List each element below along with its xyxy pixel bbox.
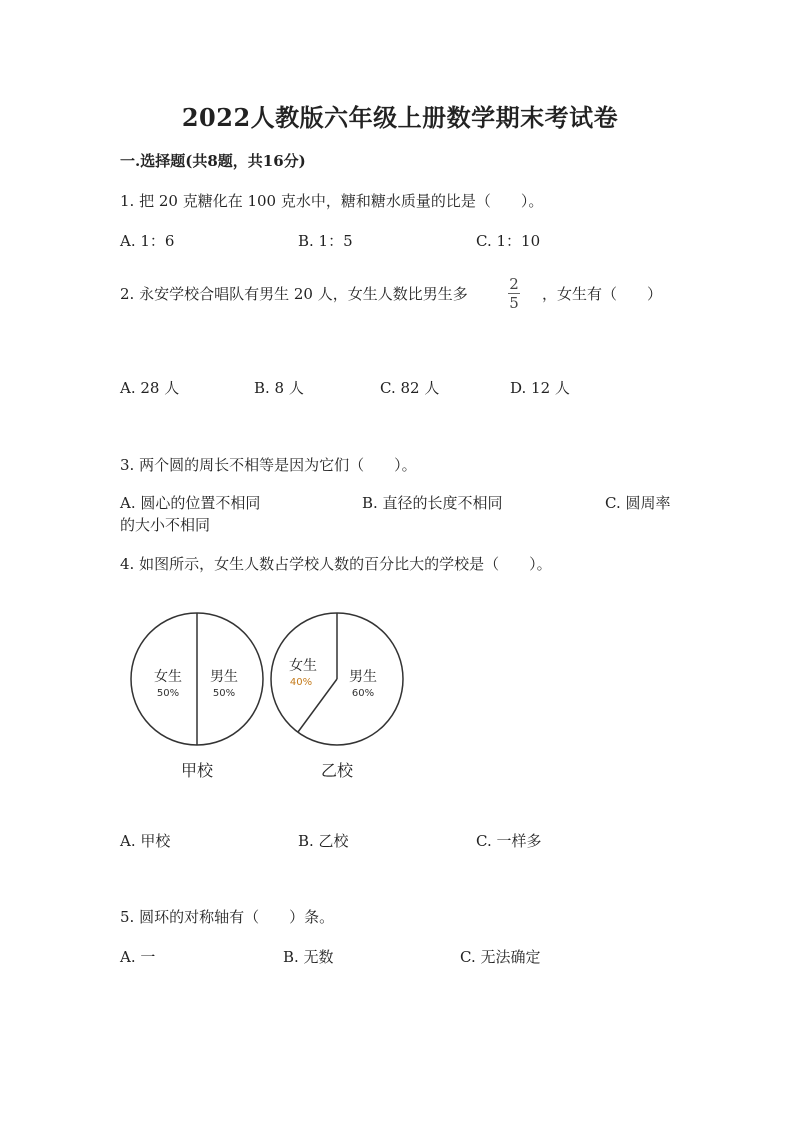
pie-a-girls-pct: 50% [156,688,180,699]
pie-b-girls-label: 女生 [289,658,317,674]
pie-b-school-label: 乙校 [320,761,354,780]
pie-a-boys-label: 男生 [210,669,238,685]
q5-option-c[interactable]: C. 无法确定 [460,948,541,966]
q4-option-b[interactable]: B. 乙校 [298,832,349,850]
fraction-denominator: 5 [509,294,519,312]
pie-chart-school-b [271,613,403,780]
q4-option-c[interactable]: C. 一样多 [476,832,542,850]
q2-option-b[interactable]: B. 8 人 [254,379,304,397]
q2-option-c[interactable]: C. 82 人 [380,379,440,397]
question-4: 4. 如图所示，女生人数占学校人数的百分比大的学校是（ ）。 [120,555,552,573]
q1-option-a[interactable]: A. 1：6 [120,232,175,250]
q3-option-c[interactable]: C. 圆周率 [605,494,671,512]
page-title: 2022人教版六年级上册数学期末考试卷 [181,103,619,132]
q1-option-b[interactable]: B. 1：5 [298,232,353,250]
pie-b-boys-label: 男生 [349,669,377,685]
question-3: 3. 两个圆的周长不相等是因为它们（ ）。 [120,456,417,474]
fraction-numerator: 2 [509,275,519,293]
pie-chart-school-a [131,613,263,780]
pie-a-girls-label: 女生 [154,669,182,685]
q3-option-b[interactable]: B. 直径的长度不相同 [362,494,503,512]
q2-option-d[interactable]: D. 12 人 [510,379,570,397]
section-heading: 一.选择题(共8题，共16分) [120,152,306,170]
pie-a-school-label: 甲校 [180,761,214,780]
q3-option-a[interactable]: A. 圆心的位置不相同 [120,494,261,512]
pie-a-boys-pct: 50% [212,688,236,699]
q4-option-a[interactable]: A. 甲校 [120,832,171,850]
pie-b-girls-pct: 40% [289,677,313,688]
pie-b-boys-pct: 60% [351,688,375,699]
q3-option-c-continued: 的大小不相同 [120,516,211,534]
question-2-continued: ，女生有（ ） [542,285,663,303]
q5-option-a[interactable]: A. 一 [120,948,156,966]
question-5: 5. 圆环的对称轴有（ ）条。 [120,908,335,926]
q5-option-b[interactable]: B. 无数 [283,948,334,966]
question-1: 1. 把 20 克糖化在 100 克水中，糖和糖水质量的比是（ ）。 [120,192,544,210]
question-2: 2. 永安学校合唱队有男生 20 人，女生人数比男生多 [120,285,468,303]
q1-option-c[interactable]: C. 1：10 [476,232,541,250]
q2-option-a[interactable]: A. 28 人 [120,379,180,397]
